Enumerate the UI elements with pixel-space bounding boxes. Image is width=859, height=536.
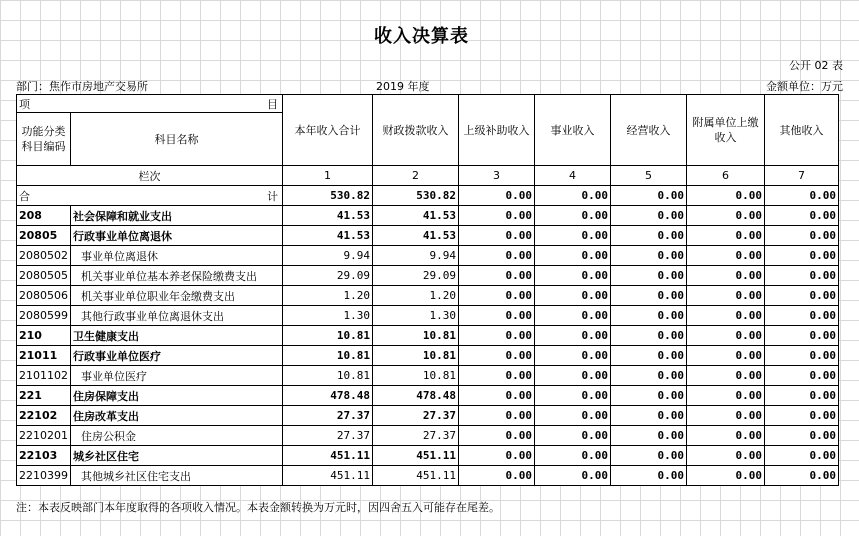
row-value-5: 0.00 [611, 306, 687, 326]
row-value-3: 0.00 [459, 386, 535, 406]
total-value-7: 0.00 [765, 186, 839, 206]
row-value-7: 0.00 [765, 386, 839, 406]
row-value-5: 0.00 [611, 406, 687, 426]
row-name: 卫生健康支出 [71, 326, 283, 346]
name-header: 科目名称 [71, 113, 283, 166]
col-header-7: 其他收入 [765, 95, 839, 166]
total-row [17, 186, 839, 206]
row-value-3: 0.00 [459, 246, 535, 266]
col-header-6: 附属单位上缴收入 [687, 95, 765, 166]
row-value-5: 0.00 [611, 326, 687, 346]
table-row [17, 246, 839, 266]
row-value-6: 0.00 [687, 266, 765, 286]
row-name: 事业单位医疗 [71, 366, 283, 386]
row-code: 20805 [17, 226, 71, 246]
row-value-4: 0.00 [535, 346, 611, 366]
department-label: 部门：焦作市房地产交易所 [16, 80, 148, 93]
total-value-1: 530.82 [283, 186, 373, 206]
row-value-3: 0.00 [459, 406, 535, 426]
unit-label: 金额单位：万元 [766, 80, 843, 93]
row-name: 事业单位离退休 [71, 246, 283, 266]
row-value-7: 0.00 [765, 466, 839, 486]
row-value-1: 478.48 [283, 386, 373, 406]
row-value-1: 29.09 [283, 266, 373, 286]
row-value-6: 0.00 [687, 246, 765, 266]
row-value-5: 0.00 [611, 286, 687, 306]
table-row [17, 406, 839, 426]
row-value-4: 0.00 [535, 226, 611, 246]
row-value-3: 0.00 [459, 466, 535, 486]
row-name: 行政事业单位医疗 [71, 346, 283, 366]
row-value-6: 0.00 [687, 226, 765, 246]
total-value-4: 0.00 [535, 186, 611, 206]
row-value-5: 0.00 [611, 346, 687, 366]
row-value-4: 0.00 [535, 426, 611, 446]
table-row [17, 446, 839, 466]
table-row [17, 346, 839, 366]
col-number-3: 3 [459, 166, 535, 186]
row-value-6: 0.00 [687, 446, 765, 466]
total-value-5: 0.00 [611, 186, 687, 206]
row-code: 22103 [17, 446, 71, 466]
row-value-2: 9.94 [373, 246, 459, 266]
row-value-4: 0.00 [535, 446, 611, 466]
row-value-3: 0.00 [459, 286, 535, 306]
row-value-2: 1.20 [373, 286, 459, 306]
row-value-2: 451.11 [373, 446, 459, 466]
row-value-5: 0.00 [611, 366, 687, 386]
row-value-2: 1.30 [373, 306, 459, 326]
row-value-7: 0.00 [765, 206, 839, 226]
row-value-6: 0.00 [687, 406, 765, 426]
row-value-1: 451.11 [283, 466, 373, 486]
row-value-4: 0.00 [535, 286, 611, 306]
row-value-7: 0.00 [765, 266, 839, 286]
table-row [17, 306, 839, 326]
col-header-4: 事业收入 [535, 95, 611, 166]
row-value-6: 0.00 [687, 306, 765, 326]
total-value-3: 0.00 [459, 186, 535, 206]
row-value-6: 0.00 [687, 386, 765, 406]
row-name: 其他行政事业单位离退休支出 [71, 306, 283, 326]
row-value-6: 0.00 [687, 206, 765, 226]
row-name: 社会保障和就业支出 [71, 206, 283, 226]
row-value-4: 0.00 [535, 246, 611, 266]
row-value-1: 1.30 [283, 306, 373, 326]
table-row [17, 226, 839, 246]
row-value-1: 10.81 [283, 366, 373, 386]
table-row [17, 386, 839, 406]
row-value-6: 0.00 [687, 346, 765, 366]
row-value-1: 451.11 [283, 446, 373, 466]
row-value-1: 9.94 [283, 246, 373, 266]
row-value-3: 0.00 [459, 266, 535, 286]
row-value-3: 0.00 [459, 206, 535, 226]
table-row [17, 326, 839, 346]
item-header-cell [17, 95, 283, 113]
row-value-5: 0.00 [611, 466, 687, 486]
year-label: 2019 年度 [376, 80, 430, 93]
row-value-3: 0.00 [459, 446, 535, 466]
total-value-2: 530.82 [373, 186, 459, 206]
row-code: 22102 [17, 406, 71, 426]
row-value-1: 41.53 [283, 206, 373, 226]
row-value-2: 10.81 [373, 346, 459, 366]
row-value-2: 451.11 [373, 466, 459, 486]
row-value-2: 41.53 [373, 206, 459, 226]
row-value-1: 1.20 [283, 286, 373, 306]
col-number-1: 1 [283, 166, 373, 186]
col-header-5: 经营收入 [611, 95, 687, 166]
table-row [17, 426, 839, 446]
row-value-7: 0.00 [765, 446, 839, 466]
row-code: 2101102 [17, 366, 71, 386]
item-header-right: 目 [267, 97, 278, 111]
column-index-label: 栏次 [17, 166, 283, 186]
table-row [17, 266, 839, 286]
col-number-5: 5 [611, 166, 687, 186]
column-index-row [17, 166, 839, 186]
row-value-3: 0.00 [459, 306, 535, 326]
row-code: 2080505 [17, 266, 71, 286]
row-value-4: 0.00 [535, 326, 611, 346]
row-value-6: 0.00 [687, 326, 765, 346]
total-label-right: 计 [267, 189, 278, 203]
row-value-3: 0.00 [459, 426, 535, 446]
row-value-3: 0.00 [459, 346, 535, 366]
table-row [17, 366, 839, 386]
row-code: 2080599 [17, 306, 71, 326]
col-number-4: 4 [535, 166, 611, 186]
row-name: 住房改革支出 [71, 406, 283, 426]
row-code: 2210201 [17, 426, 71, 446]
col-number-6: 6 [687, 166, 765, 186]
row-code: 2080502 [17, 246, 71, 266]
total-label-left: 合 [19, 189, 30, 203]
row-value-3: 0.00 [459, 326, 535, 346]
row-value-4: 0.00 [535, 466, 611, 486]
row-value-4: 0.00 [535, 406, 611, 426]
row-value-4: 0.00 [535, 306, 611, 326]
row-value-2: 41.53 [373, 226, 459, 246]
row-value-5: 0.00 [611, 206, 687, 226]
row-value-2: 10.81 [373, 366, 459, 386]
row-name: 住房公积金 [71, 426, 283, 446]
row-value-4: 0.00 [535, 206, 611, 226]
row-name: 机关事业单位基本养老保险缴费支出 [71, 266, 283, 286]
row-code: 208 [17, 206, 71, 226]
row-value-6: 0.00 [687, 466, 765, 486]
row-value-1: 41.53 [283, 226, 373, 246]
row-value-1: 10.81 [283, 326, 373, 346]
row-value-7: 0.00 [765, 306, 839, 326]
table-row [17, 286, 839, 306]
row-value-6: 0.00 [687, 366, 765, 386]
col-header-1: 本年收入合计 [283, 95, 373, 166]
row-value-5: 0.00 [611, 446, 687, 466]
code-header: 功能分类科目编码 [17, 113, 71, 166]
row-value-5: 0.00 [611, 266, 687, 286]
row-code: 2080506 [17, 286, 71, 306]
row-value-2: 10.81 [373, 326, 459, 346]
row-name: 其他城乡社区住宅支出 [71, 466, 283, 486]
col-number-7: 7 [765, 166, 839, 186]
row-value-3: 0.00 [459, 226, 535, 246]
form-number: 公开 02 表 [789, 59, 843, 72]
row-value-5: 0.00 [611, 246, 687, 266]
total-value-6: 0.00 [687, 186, 765, 206]
row-value-4: 0.00 [535, 266, 611, 286]
row-code: 221 [17, 386, 71, 406]
table-row [17, 466, 839, 486]
col-number-2: 2 [373, 166, 459, 186]
row-name: 住房保障支出 [71, 386, 283, 406]
header-row-item [17, 95, 839, 113]
row-value-7: 0.00 [765, 326, 839, 346]
row-value-2: 29.09 [373, 266, 459, 286]
row-value-7: 0.00 [765, 366, 839, 386]
row-value-7: 0.00 [765, 406, 839, 426]
row-code: 21011 [17, 346, 71, 366]
row-value-5: 0.00 [611, 226, 687, 246]
row-value-7: 0.00 [765, 426, 839, 446]
total-label-cell [17, 186, 283, 206]
col-header-3: 上级补助收入 [459, 95, 535, 166]
row-value-4: 0.00 [535, 366, 611, 386]
income-table [16, 94, 839, 486]
row-value-6: 0.00 [687, 426, 765, 446]
item-header-left: 项 [19, 97, 30, 111]
row-value-7: 0.00 [765, 286, 839, 306]
row-value-3: 0.00 [459, 366, 535, 386]
row-name: 行政事业单位离退休 [71, 226, 283, 246]
table-title: 收入决算表 [374, 26, 469, 47]
row-value-5: 0.00 [611, 426, 687, 446]
row-code: 2210399 [17, 466, 71, 486]
row-value-7: 0.00 [765, 246, 839, 266]
row-value-1: 10.81 [283, 346, 373, 366]
col-header-2: 财政拨款收入 [373, 95, 459, 166]
row-value-1: 27.37 [283, 426, 373, 446]
row-value-4: 0.00 [535, 386, 611, 406]
row-value-7: 0.00 [765, 346, 839, 366]
row-value-2: 478.48 [373, 386, 459, 406]
footnote: 注：本表反映部门本年度取得的各项收入情况。本表金额转换为万元时，因四舍五入可能存在尾差。 [16, 501, 500, 514]
table-row [17, 206, 839, 226]
row-name: 机关事业单位职业年金缴费支出 [71, 286, 283, 306]
row-value-5: 0.00 [611, 386, 687, 406]
row-code: 210 [17, 326, 71, 346]
row-value-1: 27.37 [283, 406, 373, 426]
row-value-2: 27.37 [373, 426, 459, 446]
row-name: 城乡社区住宅 [71, 446, 283, 466]
row-value-2: 27.37 [373, 406, 459, 426]
row-value-7: 0.00 [765, 226, 839, 246]
row-value-6: 0.00 [687, 286, 765, 306]
